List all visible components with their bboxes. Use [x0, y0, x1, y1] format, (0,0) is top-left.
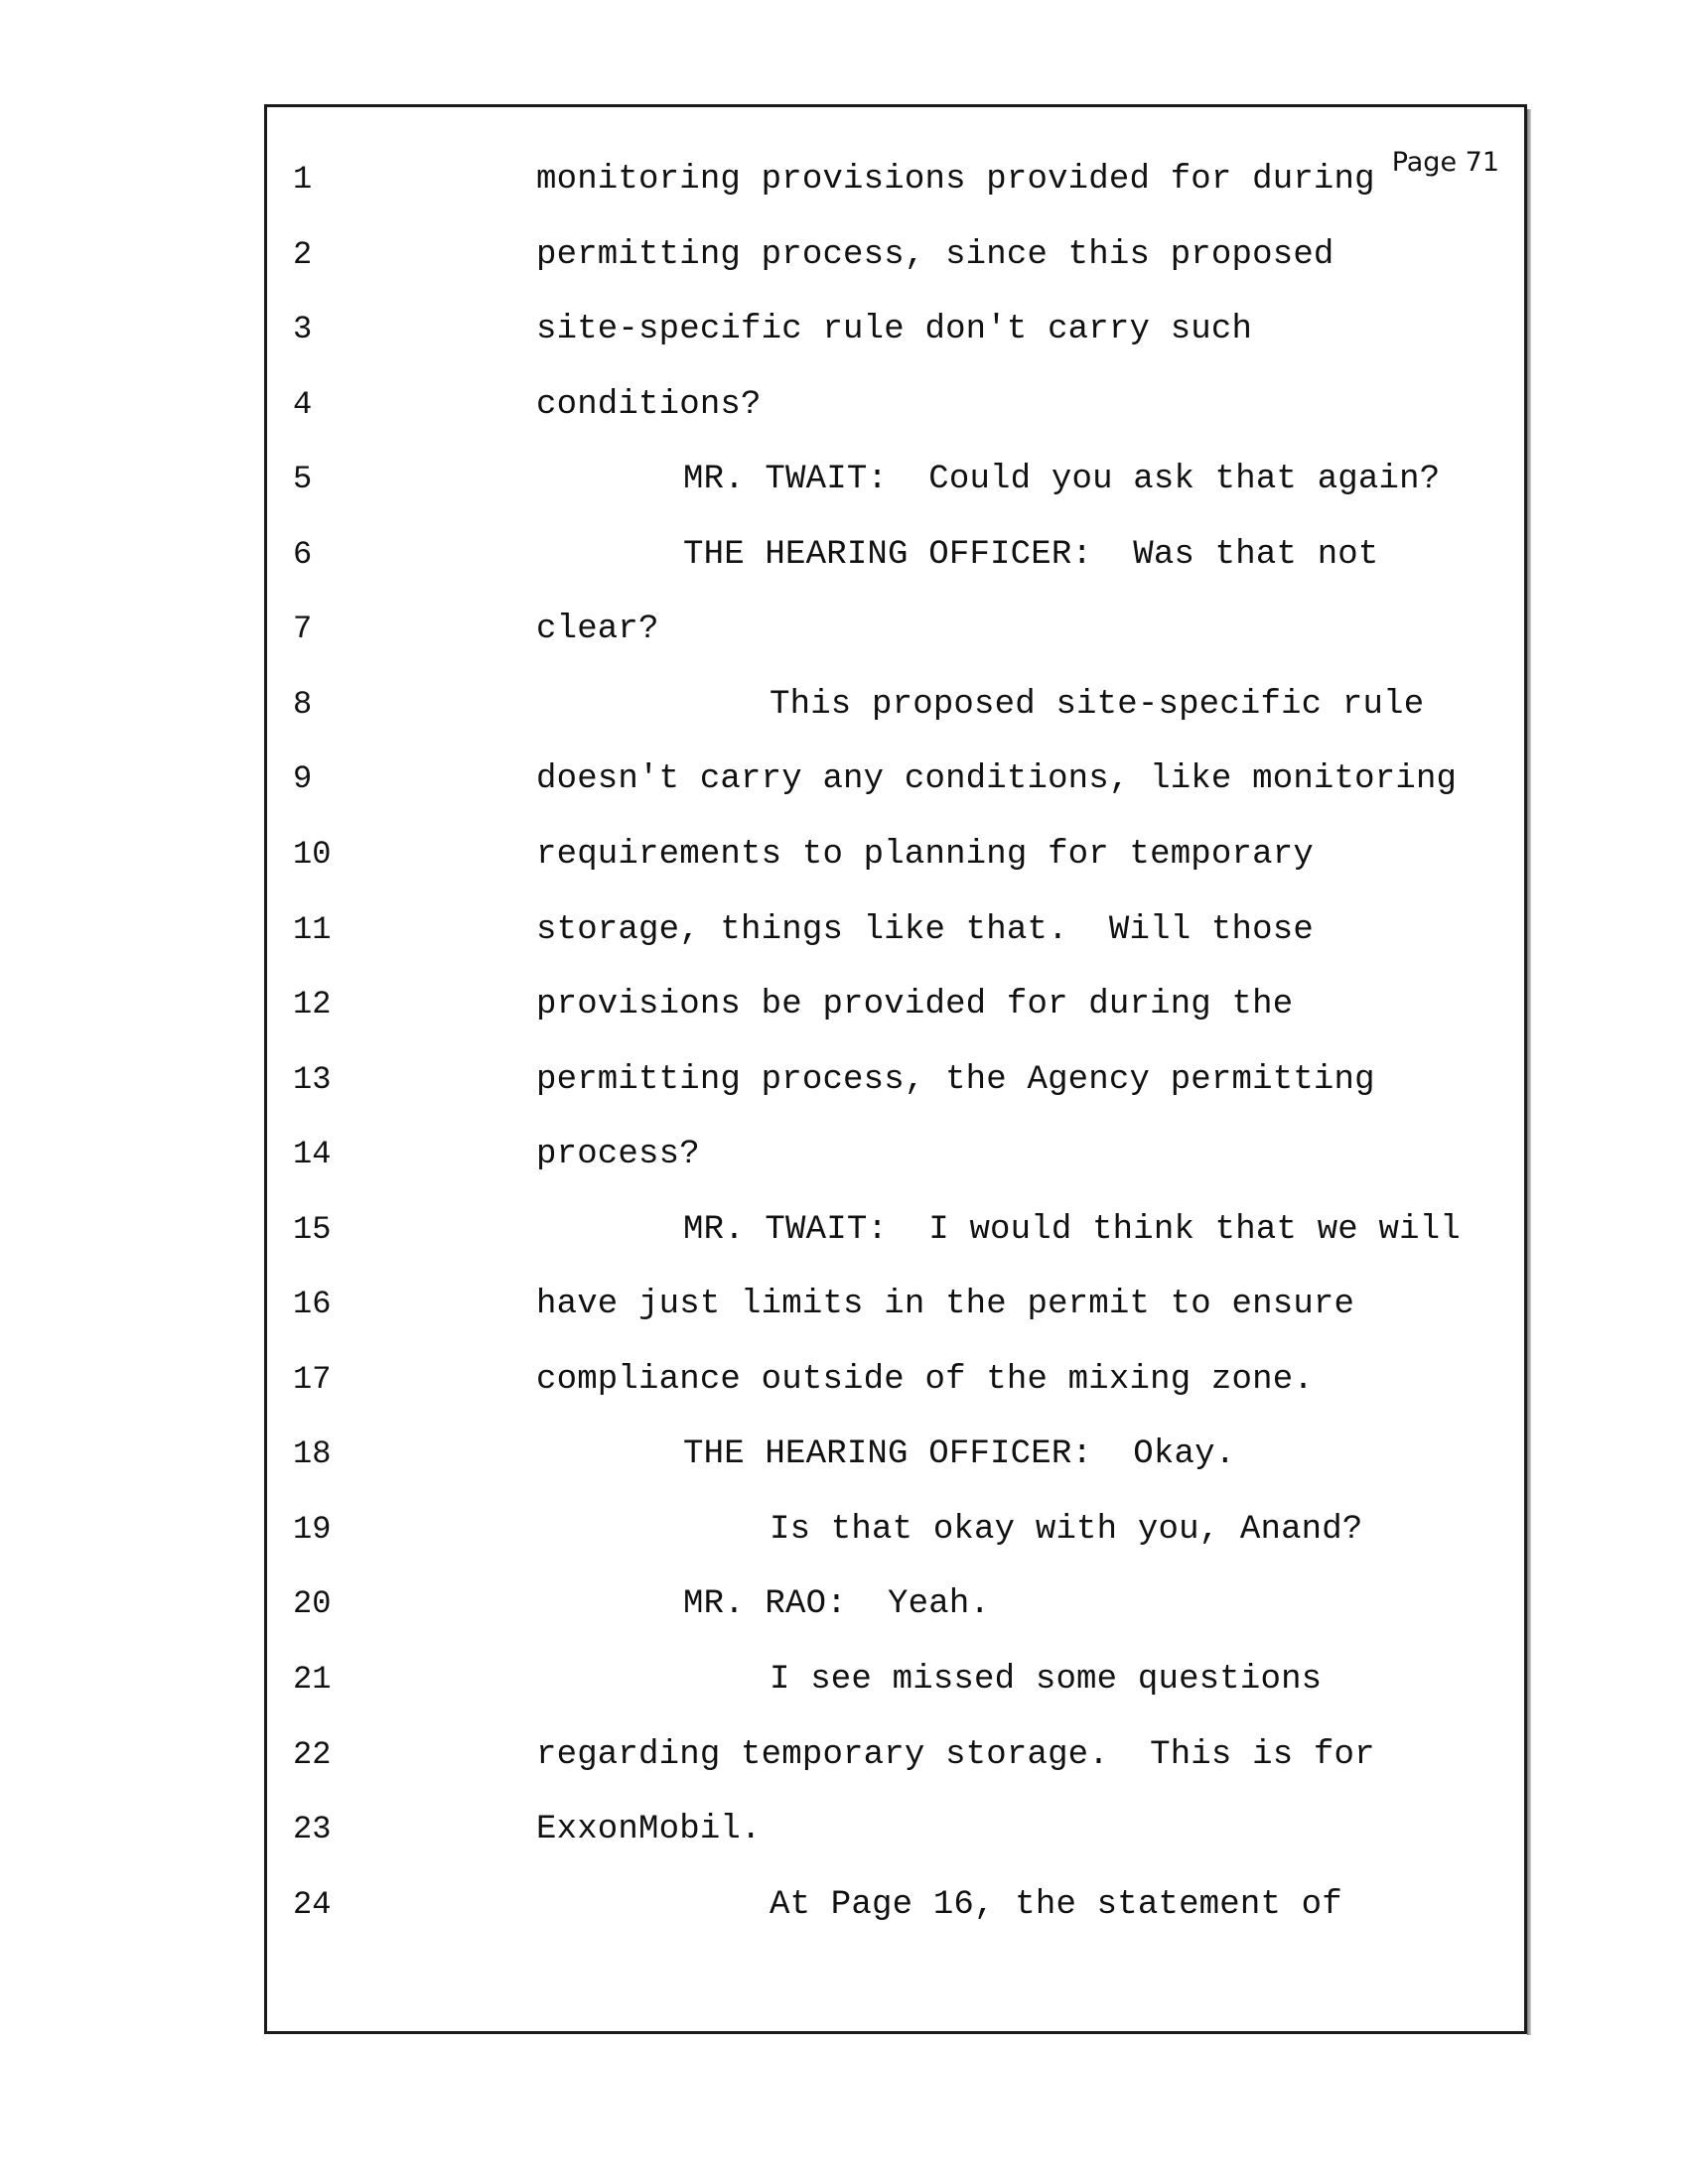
line-number: 8 — [293, 685, 313, 723]
line-number: 24 — [293, 1885, 332, 1923]
line-text: THE HEARING OFFICER: Okay. — [683, 1435, 1236, 1474]
line-text: MR. TWAIT: I would think that we will — [683, 1210, 1461, 1249]
line-text: conditions? — [536, 385, 762, 424]
transcript-line — [0, 310, 1684, 369]
line-number: 1 — [293, 161, 313, 198]
transcript-line — [0, 1285, 1684, 1344]
line-number: 23 — [293, 1811, 332, 1848]
line-number: 17 — [293, 1360, 332, 1398]
transcript-line — [0, 1434, 1684, 1494]
line-text: THE HEARING OFFICER: Was that not — [683, 535, 1379, 574]
transcript-line — [0, 1885, 1684, 1945]
line-number: 16 — [293, 1286, 332, 1323]
line-number: 13 — [293, 1060, 332, 1098]
line-text: MR. RAO: Yeah. — [683, 1585, 991, 1624]
line-text: permitting process, since this proposed — [536, 235, 1334, 274]
transcript-line — [0, 1360, 1684, 1420]
line-number: 9 — [293, 760, 313, 798]
line-text: site-specific rule don't carry such — [536, 311, 1253, 349]
transcript-line — [0, 1510, 1684, 1570]
line-number: 14 — [293, 1136, 332, 1173]
line-text: clear? — [536, 611, 659, 649]
line-number: 10 — [293, 835, 332, 873]
line-text: Is that okay with you, Anand? — [770, 1510, 1363, 1549]
transcript-line — [0, 160, 1684, 219]
line-number: 12 — [293, 986, 332, 1024]
line-number: 5 — [293, 461, 313, 498]
line-text: have just limits in the permit to ensure — [536, 1286, 1355, 1324]
line-number: 11 — [293, 910, 332, 948]
line-text: storage, things like that. Will those — [536, 910, 1314, 949]
line-number: 18 — [293, 1435, 332, 1473]
line-number: 6 — [293, 535, 313, 573]
transcript-line — [0, 685, 1684, 745]
line-text: regarding temporary storage. This is for — [536, 1735, 1375, 1774]
line-text: This proposed site-specific rule — [770, 685, 1425, 724]
line-text: requirements to planning for temporary — [536, 835, 1314, 874]
transcript-line — [0, 1210, 1684, 1270]
line-number: 15 — [293, 1210, 332, 1248]
transcript-line — [0, 1735, 1684, 1795]
line-text: provisions be provided for during the — [536, 986, 1294, 1024]
transcript-line — [0, 1584, 1684, 1644]
transcript-line — [0, 460, 1684, 519]
transcript-line — [0, 759, 1684, 819]
line-number: 2 — [293, 235, 313, 273]
line-text: ExxonMobil. — [536, 1811, 762, 1849]
line-number: 7 — [293, 611, 313, 648]
transcript-line — [0, 985, 1684, 1044]
transcript-line — [0, 1060, 1684, 1120]
transcript-line — [0, 235, 1684, 295]
line-number: 20 — [293, 1585, 332, 1623]
line-text: process? — [536, 1136, 700, 1174]
transcript-line — [0, 535, 1684, 595]
line-text: I see missed some questions — [770, 1661, 1323, 1699]
transcript-line — [0, 610, 1684, 669]
line-text: doesn't carry any conditions, like monitoring — [536, 760, 1458, 799]
line-number: 22 — [293, 1735, 332, 1773]
line-number: 21 — [293, 1661, 332, 1698]
line-text: monitoring provisions provided for during — [536, 161, 1375, 199]
transcript-line — [0, 1810, 1684, 1869]
page-number: Page 71 — [1391, 147, 1499, 178]
line-text: compliance outside of the mixing zone. — [536, 1360, 1314, 1399]
transcript-line — [0, 1660, 1684, 1719]
transcript-line — [0, 910, 1684, 970]
transcript-line — [0, 385, 1684, 445]
line-number: 19 — [293, 1510, 332, 1548]
line-number: 4 — [293, 385, 313, 423]
line-text: At Page 16, the statement of — [770, 1885, 1342, 1924]
line-text: MR. TWAIT: Could you ask that again? — [683, 461, 1441, 499]
transcript-line — [0, 835, 1684, 894]
transcript-line — [0, 1135, 1684, 1194]
line-text: permitting process, the Agency permitting — [536, 1060, 1375, 1099]
line-number: 3 — [293, 311, 313, 348]
